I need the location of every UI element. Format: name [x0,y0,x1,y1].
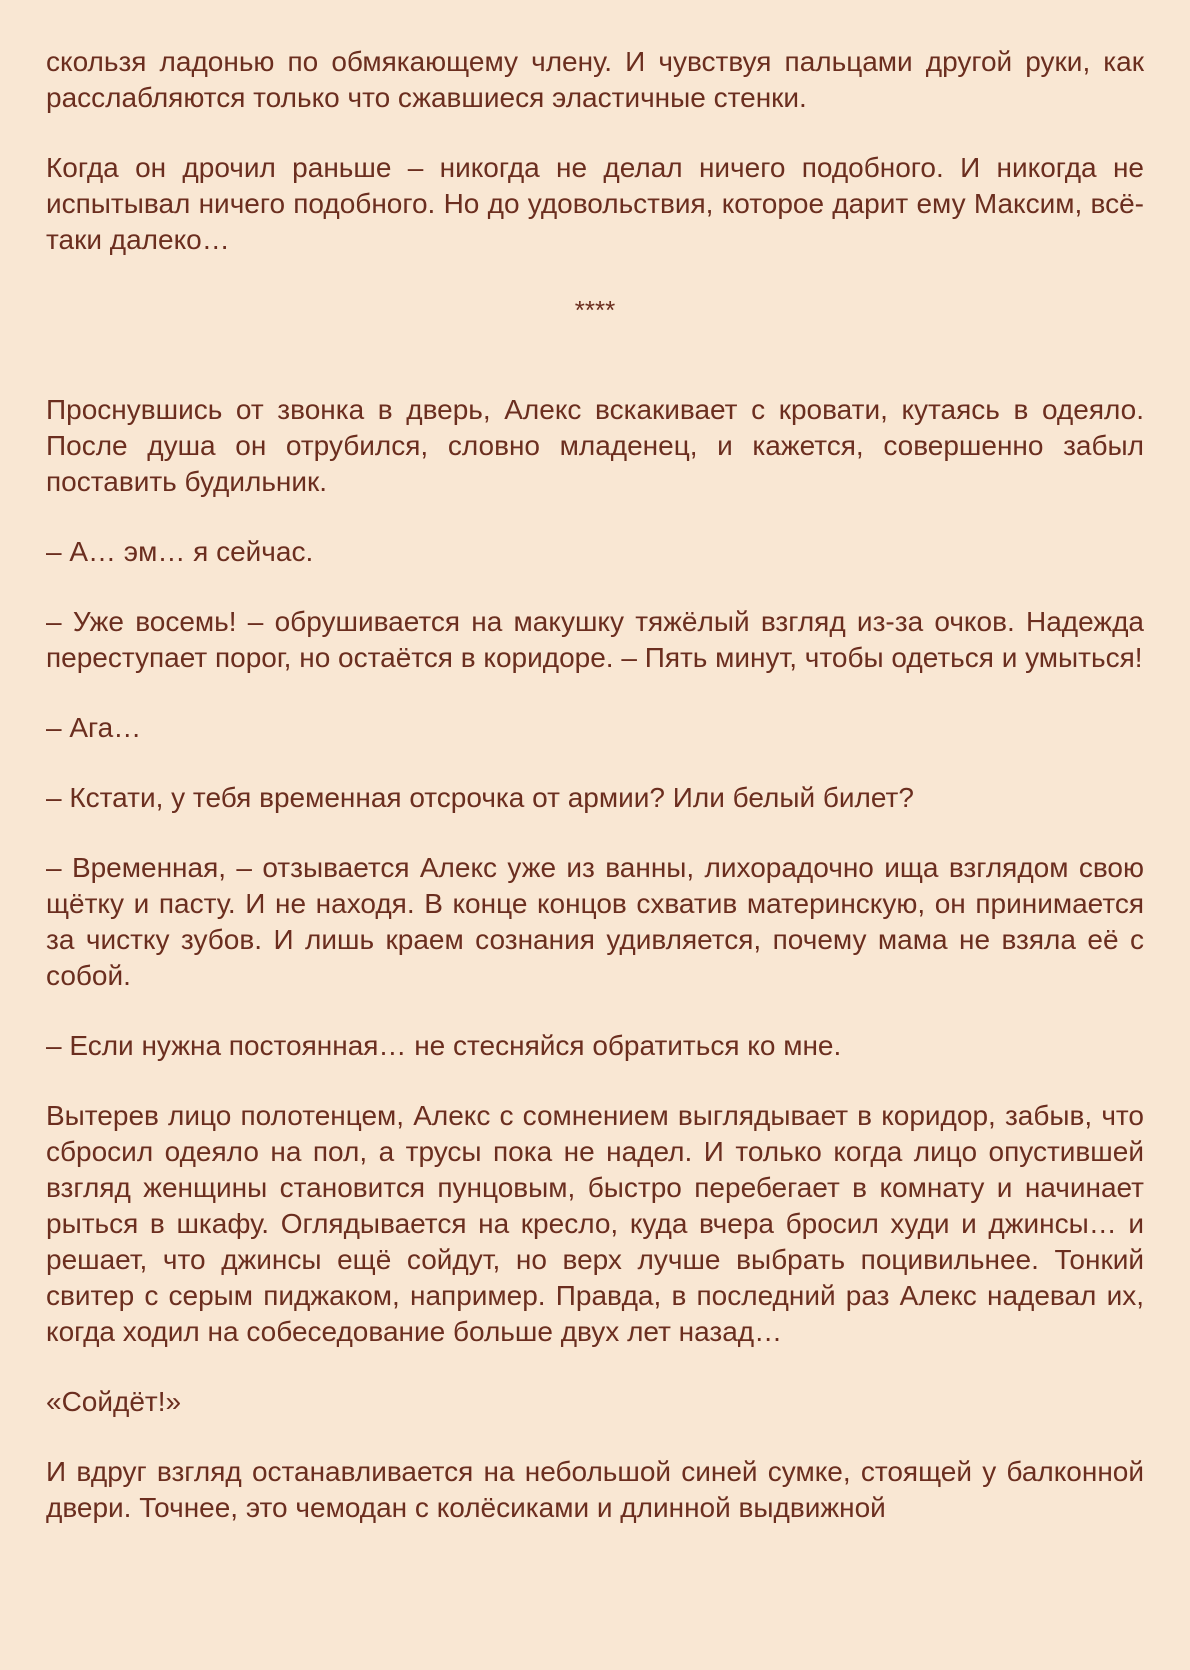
paragraph-6: – Ага… [46,712,142,743]
paragraph-3: Проснувшись от звонка в дверь, Алекс вскакивает с кровати, кутаясь в одеяло. После душа он отрубился, словно младенец, и кажется, совершенно забыл поставить будильник. [46,394,1144,497]
paragraph-10: Вытерев лицо полотенцем, Алекс с сомнением выглядывает в коридор, забыв, что сбросил одеяло на пол, а трусы пока не надел. И только когда лицо опустившей взгляд женщины становится пунцовым, быстро перебегает в комнату и начинает рыться в шкафу. Оглядывается на кресло, куда вчера бросил худи и джинсы… и решает, что джинсы ещё сойдут, но верх лучше выбрать поцивильнее. Тонкий свитер с серым пиджаком, например. Правда, в последний раз Алекс надевал их, когда ходил на собеседование больше двух лет назад… [46,1100,1144,1347]
paragraph-12: И вдруг взгляд останавливается на небольшой синей сумке, стоящей у балконной двери. Точнее, это чемодан с колёсиками и длинной выдвижной [46,1456,1144,1523]
paragraph-5: – Уже восемь! – обрушивается на макушку тяжёлый взгляд из-за очков. Надежда переступает порог, но остаётся в коридоре. – Пять минут, чтобы одеться и умыться! [46,606,1144,673]
paragraph-11: «Сойдёт!» [46,1386,182,1417]
paragraph-2: Когда он дрочил раньше – никогда не делал ничего подобного. И никогда не испытывал ничего подобного. Но до удовольствия, которое дарит ему Максим, всё-таки далеко… [46,152,1144,255]
paragraph-8: – Временная, – отзывается Алекс уже из ванны, лихорадочно ища взглядом свою щётку и пасту. И не находя. В конце концов схватив материнскую, он принимается за чистку зубов. И лишь краем сознания удивляется, почему мама не взяла её с собой. [46,852,1144,991]
paragraph-4: – А… эм… я сейчас. [46,536,314,567]
paragraph-1: скользя ладонью по обмякающему члену. И чувствуя пальцами другой руки, как расслабляются только что сжавшиеся эластичные стенки. [46,46,1144,113]
paragraph-7: – Кстати, у тебя временная отсрочка от армии? Или белый билет? [46,782,914,813]
section-separator: **** [574,295,616,325]
paragraph-9: – Если нужна постоянная… не стесняйся обратиться ко мне. [46,1030,842,1061]
